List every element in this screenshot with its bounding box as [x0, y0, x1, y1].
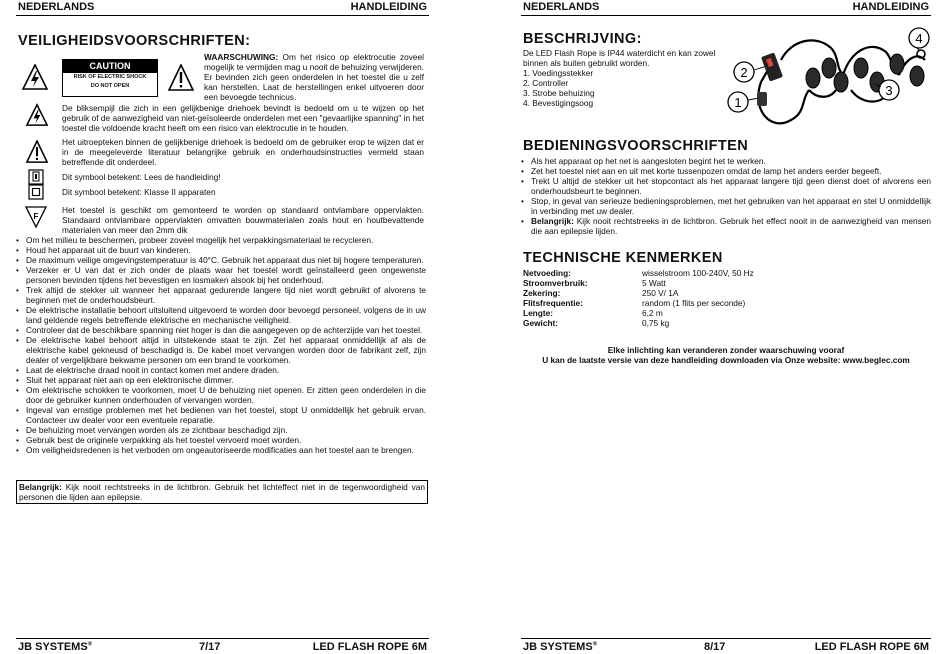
safety-bullet: • Om veiligheidsredenen is het verboden om ongeautoriseerde modificaties aan het toestel aan te brengen. [16, 445, 426, 455]
warning-label: WAARSCHUWING: [204, 52, 279, 62]
safety-bullet: • Laat de elektrische draad nooit in contact komen met andere draden. [16, 365, 426, 375]
specifications-table [523, 268, 754, 328]
manual-symbol-text: Dit symbool betekent: Lees de handleiding! [62, 172, 221, 182]
footer-page-number: 7/17 [199, 641, 221, 653]
exclamation-triangle-icon [168, 64, 194, 92]
specifications-title: TECHNISCHE KENMERKEN [523, 250, 723, 266]
spec-row: Stroomverbruik: 5 Watt [523, 278, 666, 288]
flash-rope-illustration [721, 20, 933, 138]
right-page [521, 0, 931, 654]
spec-row: Gewicht: 0,75 kg [523, 318, 670, 328]
lightning-triangle-icon [22, 64, 48, 90]
exclamation-symbol-icon [26, 140, 48, 164]
svg-text:2: 2 [740, 65, 748, 80]
svg-text:3: 3 [885, 83, 893, 98]
parts-list [523, 68, 723, 108]
safety-title: VEILIGHEIDSVOORSCHRIFTEN: [18, 33, 251, 49]
flammable-surface-icon [25, 206, 47, 228]
caution-line3: DO NOT OPEN [90, 83, 130, 89]
caution-word: CAUTION [63, 60, 157, 73]
safety-bullet: • De elektrische kabel behoort altijd in uitstekende staat te zijn. Zet het apparaat onmiddellijk af als de elektrische kabel gekneusd of beschadigd is. De kabel moet vervangen worden door de fabrikant zelf, zijn dealer of vergelijkbare bekwame personen om een brand te voorkomen. [16, 335, 426, 365]
notice-change: Elke inlichting kan veranderen zonder waarschuwing vooraf [607, 345, 845, 355]
safety-bullet: • Houd het apparaat uit de buurt van kinderen. [16, 245, 426, 255]
safety-bullet: • De behuizing moet vervangen worden als ze zichtbaar beschadigd zijn. [16, 425, 426, 435]
part-item: 4. Bevestigingsoog [523, 98, 594, 108]
part-item: 3. Strobe behuizing [523, 88, 595, 98]
right-page-footer [521, 638, 931, 653]
important-box: Belangrijk: Kijk nooit rechtstreeks in de lichtbron. Gebruik het lichteffect niet in de tegenwoordigheid van personen die lijden aan epilepsie. [16, 480, 428, 504]
safety-bullet: • Ingeval van ernstige problemen met het bedienen van het toestel, stopt U onmiddellijk het gebruik ervan. Contacteer uw dealer voor een eventuele reparatie. [16, 405, 426, 425]
header-manual: HANDLEIDING [852, 1, 929, 13]
caution-block [22, 58, 202, 98]
footer-product: LED FLASH ROPE 6M [312, 641, 427, 653]
svg-text:F: F [33, 212, 39, 221]
footer-brand: JB SYSTEMS® [523, 641, 598, 653]
strobe-housing-icons [806, 54, 924, 92]
left-page [16, 0, 429, 654]
footer-page-number: 8/17 [704, 641, 726, 653]
safety-bullet: • De maximum veilige omgevingstemperatuur is 40°C. Gebruik het apparaat dus niet bij hogere temperaturen. [16, 255, 426, 265]
class2-symbol-text: Dit symbool betekent: Klasse II apparaten [62, 187, 216, 197]
flammable-symbol-text: Het toestel is geschikt om gemonteerd te worden op standaard ontvlambare oppervlakten. Standaard ontvlambare oppervlakten omvatten bouwmaterialen zoals hout en houtbevattende materialen van meer dan 2mm dik [62, 205, 424, 235]
footer-brand: JB SYSTEMS® [18, 641, 93, 653]
part-item: 2. Controller [523, 78, 569, 88]
lightning-symbol-icon [26, 103, 48, 127]
svg-text:1: 1 [734, 95, 742, 110]
class2-square-icon [28, 184, 44, 200]
operation-bullet: • Stop, in geval van serieuze bedieningsproblemen, met het gebruiken van het apparaat en stel U onmiddellijk in verbinding met uw dealer. [521, 196, 931, 216]
header-language: NEDERLANDS [18, 1, 95, 13]
safety-bullet: • Verzeker er U van dat er zich onder de plaats waar het toestel wordt geïnstalleerd geen ongewenste personen bevinden tijdens het bevestigen en losmaken alsook bij het onderhoud. [16, 265, 426, 285]
part-item: 1. Voedingsstekker [523, 68, 594, 78]
operation-bullet: • Als het apparaat op het net is aangesloten begint het te werken. [521, 156, 931, 166]
description-text: De LED Flash Rope is IP44 waterdicht en kan zowel binnen als buiten gebruikt worden. [523, 48, 716, 68]
svg-text:4: 4 [915, 31, 923, 46]
right-page-header [521, 1, 931, 16]
caution-label [62, 59, 158, 97]
important-label: Belangrijk: [19, 482, 62, 492]
spec-row: Lengte: 6,2 m [523, 308, 663, 318]
plug-icon [757, 92, 767, 106]
footer-product: LED FLASH ROPE 6M [814, 641, 929, 653]
safety-bullet: • De elektrische installatie behoort uitsluitend uitgevoerd te worden door bevoegd personeel, volgens de in uw land geldende regels betreffende elektrische en mechanische veiligheid. [16, 305, 426, 325]
operation-bullet: • Trekt U altijd de stekker uit het stopcontact als het apparaat langere tijd geen dienst doet of alvorens een onderhoudsbeurt te beginnen. [521, 176, 931, 196]
safety-bullet: • Om het milieu te beschermen, probeer zoveel mogelijk het verpakkingsmateriaal te recycleren. [16, 235, 426, 245]
left-page-header [16, 1, 429, 16]
manual-book-icon [28, 169, 44, 185]
safety-bullet: • Sluit het apparaat niet aan op een elektronische dimmer. [16, 375, 426, 385]
warning-text: WAARSCHUWING: Om het risico op elektrocutie zoveel mogelijk te vermijden mag u nooit de behuizing verwijderen. Er bevinden zich geen onderdelen in het toestel die u zelf kan herstellen. Laat de herstellingen enkel uitvoeren door een bevoegde technicus. [204, 52, 424, 102]
exclamation-symbol-text: Het uitroepteken binnen de gelijkbenige driehoek is bedoeld om de gebruiker erop te wijzen dat er in de meegeleverde literatuur belangrijke gebruik en onderhoudsinstructies vermeld staan betreffende dit onderdeel. [62, 137, 424, 167]
operation-bullet: • Zet het toestel niet aan en uit met korte tussenpozen omdat de lamp het anders eerder begeeft. [521, 166, 931, 176]
operation-title: BEDIENINGSVOORSCHRIFTEN [523, 138, 749, 154]
safety-bullet: • Om elektrische schokken te voorkomen, moet U de behuizing niet openen. Er zitten geen onderdelen in die door de gebruiker kunnen onderhouden of vervangen worden. [16, 385, 426, 405]
safety-bullet-list [16, 235, 426, 455]
operation-bullet-important: • Belangrijk: Kijk nooit rechtstreeks in de lichtbron. Gebruik het effect nooit in de aanwezigheid van mensen die aan epilepsie lijden. [521, 216, 931, 236]
spec-row: Netvoeding: wisselstroom 100-240V, 50 Hz [523, 268, 754, 278]
safety-bullet: • Gebruik best de originele verpakking als het toestel vervoerd moet worden. [16, 435, 426, 445]
description-title: BESCHRIJVING: [523, 31, 642, 47]
safety-bullet: • Trek altijd de stekker uit wanneer het apparaat gedurende langere tijd niet wordt gebruikt of alvorens te beginnen met de onderhoudsbeurt. [16, 285, 426, 305]
spec-row: Zekering: 250 V/ 1A [523, 288, 679, 298]
caution-line2: RISK OF ELECTRIC SHOCK [73, 74, 147, 80]
spec-row: Flitsfrequentie: random (1 flits per seconde) [523, 298, 746, 308]
header-manual: HANDLEIDING [350, 1, 427, 13]
left-page-footer [16, 638, 429, 653]
operation-bullet-list [521, 156, 931, 236]
lightning-symbol-text: De bliksempijl die zich in een gelijkbenige driehoek bevindt is bedoeld om u te wijzen op het gebruik of de aanwezigheid van niet-geïsoleerde onderdelen met een "gevaarlijke spanning" in het toestel die voldoende kracht heeft om een risico van elektrocutie in te houden. [62, 103, 424, 133]
safety-bullet: • Controleer dat de beschikbare spanning niet hoger is dan die aangegeven op de achterzijde van het toestel. [16, 325, 426, 335]
notice-download: U kan de laatste versie van deze handleiding downloaden via Onze website: www.beglec.com [542, 355, 910, 365]
header-language: NEDERLANDS [523, 1, 600, 13]
